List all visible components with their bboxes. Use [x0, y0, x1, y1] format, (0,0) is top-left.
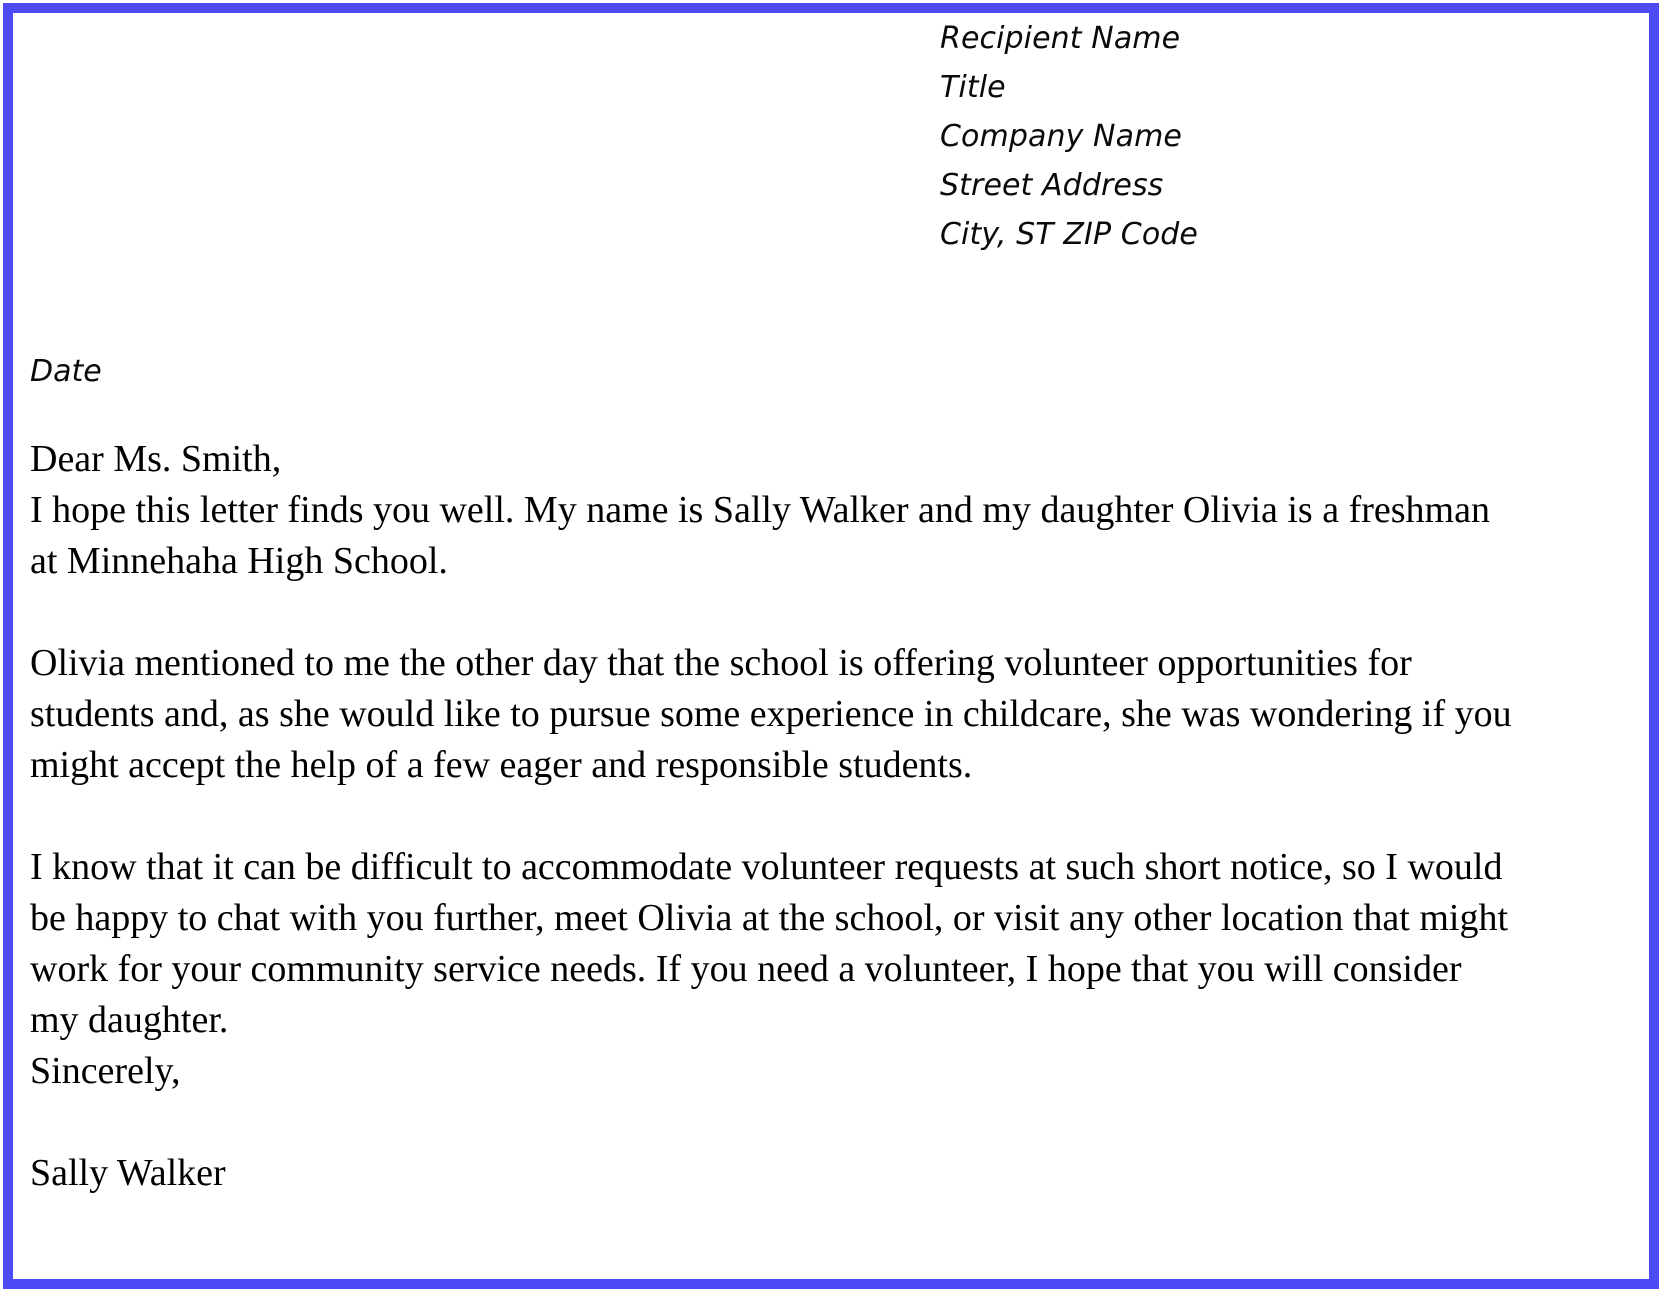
closing-line: Sincerely,	[30, 1050, 181, 1092]
recipient-name-line: Recipient Name	[940, 21, 1181, 56]
recipient-address-block	[940, 14, 1560, 259]
recipient-street-line: Street Address	[940, 168, 1164, 203]
recipient-company-line: Company Name	[940, 119, 1182, 154]
paragraph3-line-1: I know that it can be difficult to accommodate volunteer requests at such short notice, so I would	[30, 846, 1503, 888]
letter-border-frame	[3, 3, 1659, 1289]
paragraph3-line-2: be happy to chat with you further, meet Olivia at the school, or visit any other location that might	[30, 897, 1509, 939]
paragraph2-line-2: students and, as she would like to pursue some experience in childcare, she was wondering if you	[30, 693, 1512, 735]
recipient-title-line: Title	[940, 70, 1006, 105]
letter-content-area	[13, 13, 1649, 1279]
paragraph2-line-1: Olivia mentioned to me the other day that the school is offering volunteer opportunities for	[30, 642, 1412, 684]
paragraph-spacer	[30, 587, 1545, 638]
recipient-city-state-zip-line: City, ST ZIP Code	[940, 217, 1198, 252]
signature-name: Sally Walker	[30, 1152, 226, 1194]
paragraph2-line-3: might accept the help of a few eager and responsible students.	[30, 744, 973, 786]
date-placeholder: Date	[30, 354, 102, 389]
salutation-line: Dear Ms. Smith,	[30, 438, 282, 480]
paragraph1-line-2: at Minnehaha High School.	[30, 540, 448, 582]
letter-body-text	[30, 434, 1545, 1199]
paragraph-spacer	[30, 791, 1545, 842]
paragraph3-line-3: work for your community service needs. If you need a volunteer, I hope that you will consider	[30, 948, 1462, 990]
signature-spacer	[30, 1097, 1545, 1148]
paragraph1-line-1: I hope this letter finds you well. My name is Sally Walker and my daughter Olivia is a freshman	[30, 489, 1490, 531]
paragraph3-line-4: my daughter.	[30, 999, 229, 1041]
